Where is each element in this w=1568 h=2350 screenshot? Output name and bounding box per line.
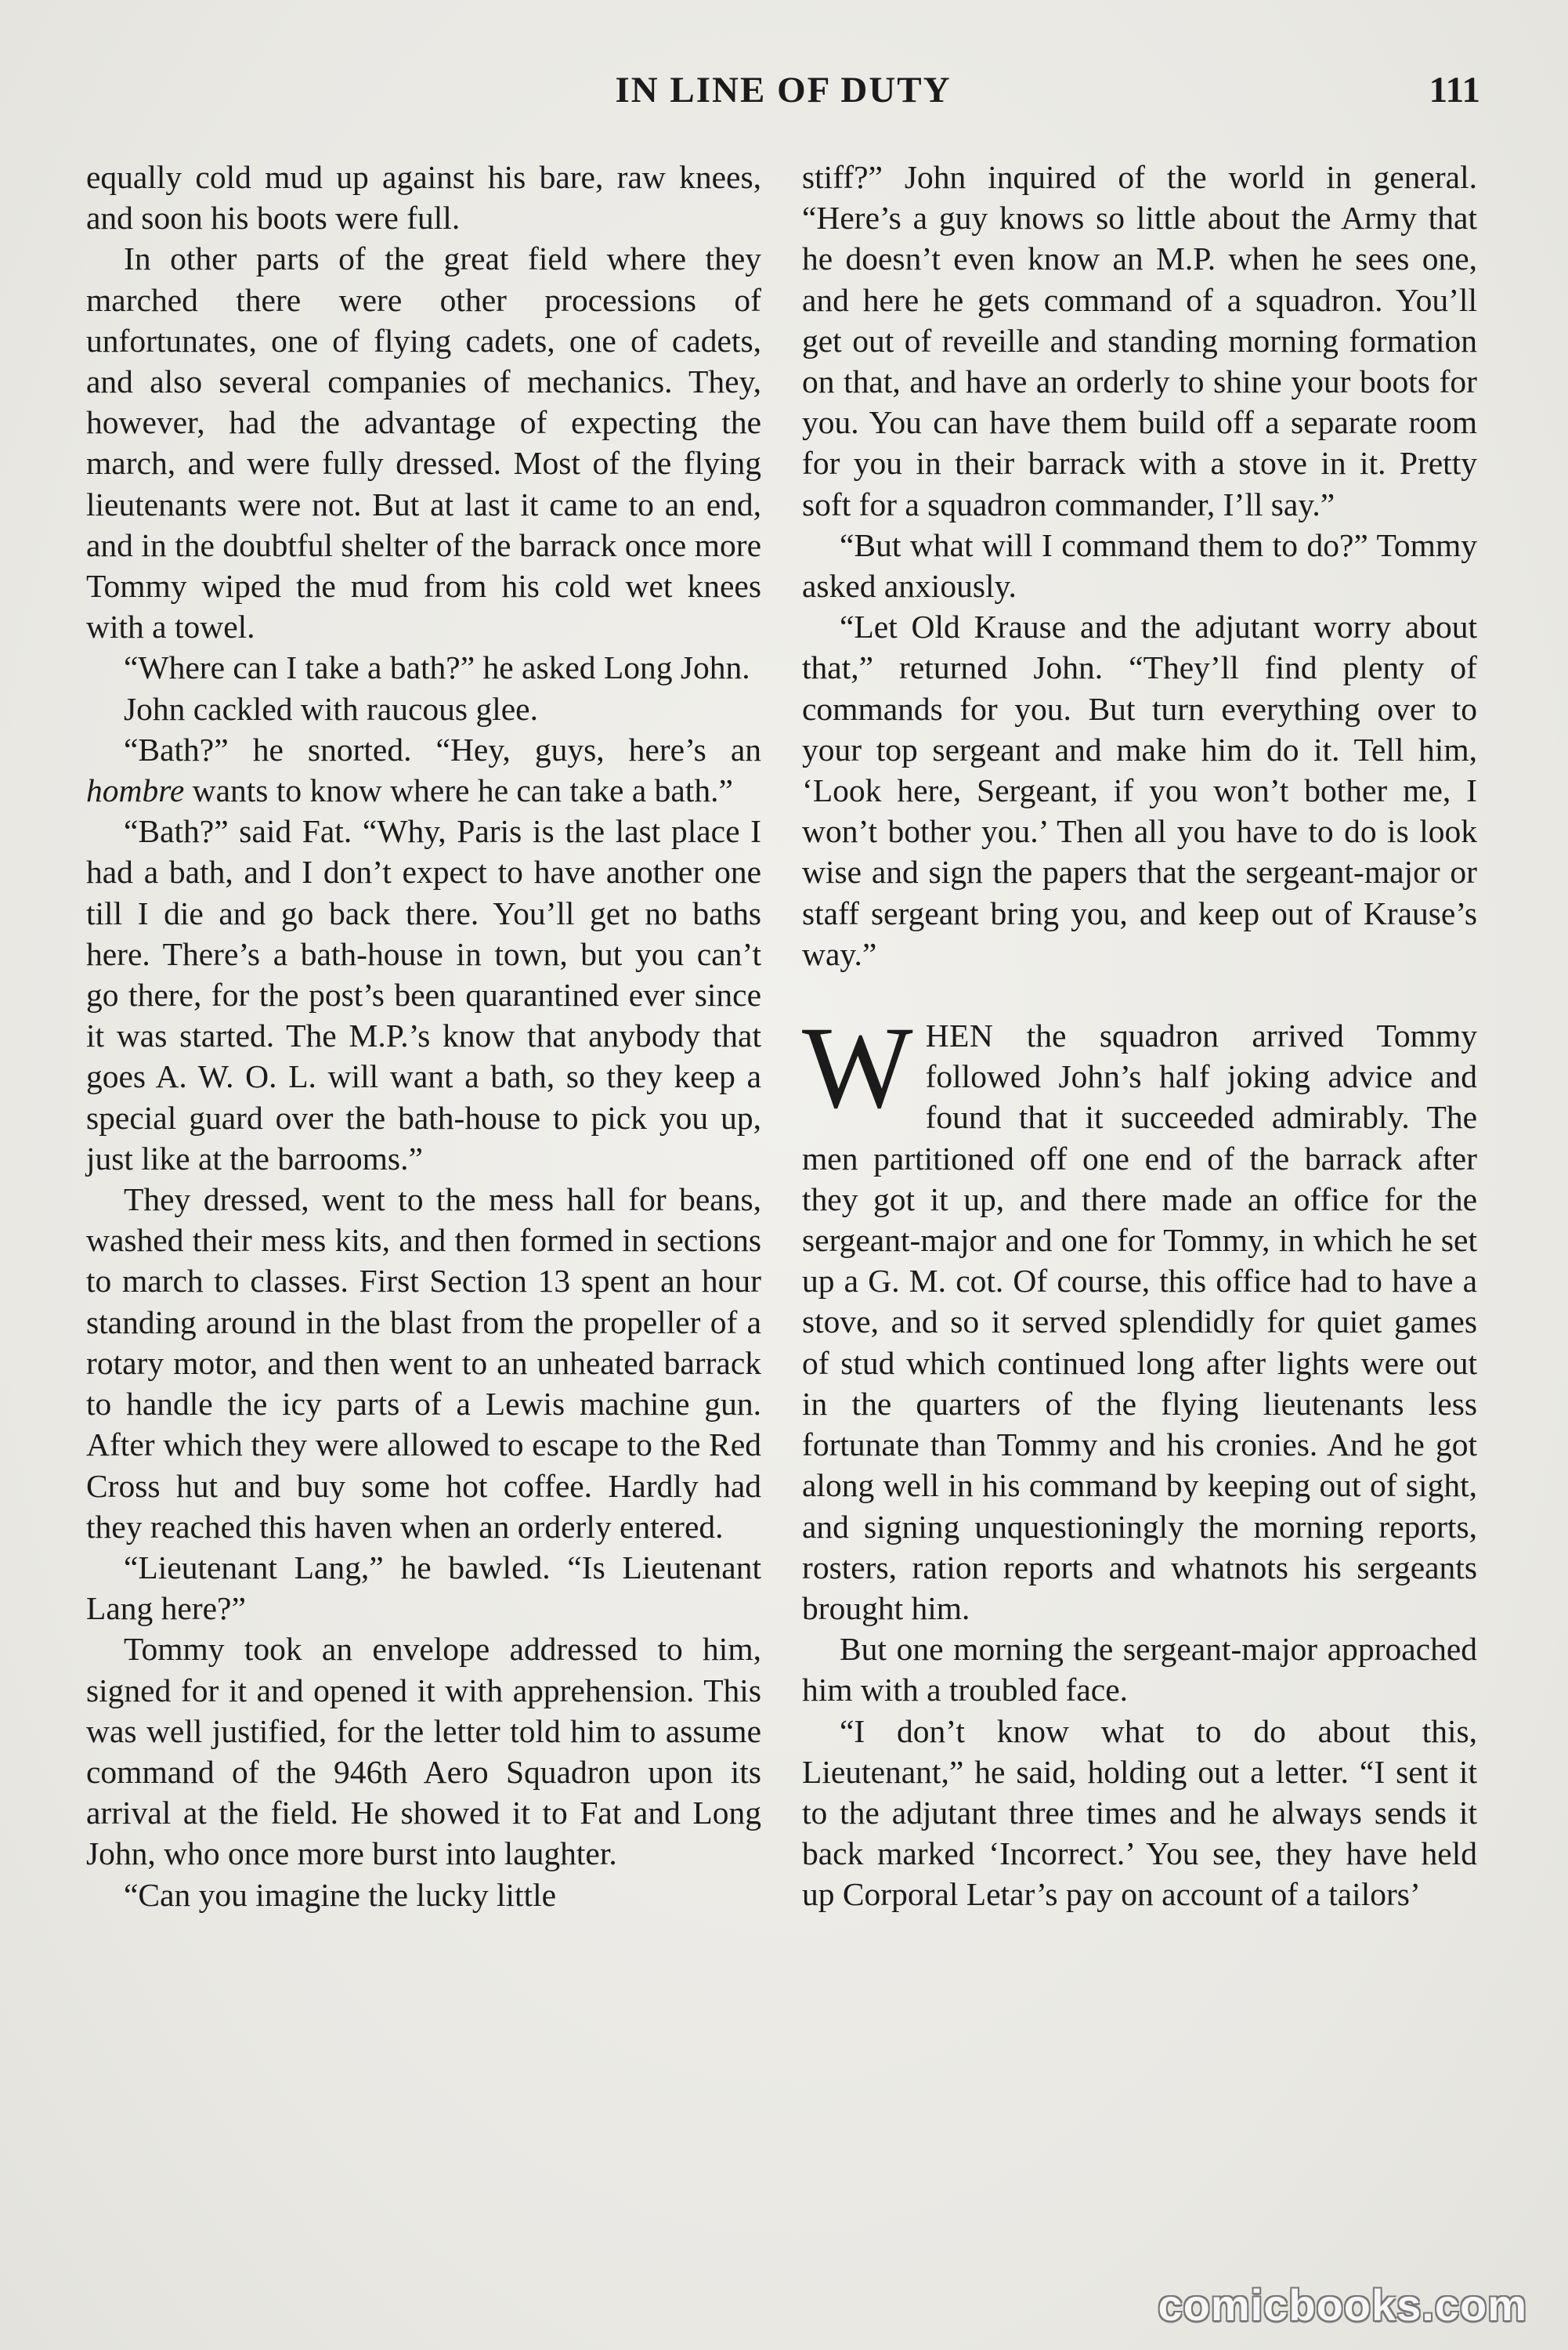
running-title: IN LINE OF DUTY xyxy=(615,70,952,110)
paragraph: “Let Old Krause and the adjutant worry about that,” returned John. “They’ll find plenty of commands for you. But turn everything over to your top sergeant and make him do it. Tell him, ‘Look here, Sergeant, if you won’t bother me, I won’t bother you.’ Then all you have to do is look wise and sign the papers that the sergeant-major or staff sergeant bring you, and keep out of Krause’s way.” xyxy=(802,609,1477,972)
dropcap-paragraph xyxy=(802,1003,1477,1629)
page-header xyxy=(86,63,1480,125)
paragraph: “Can you imagine the lucky little xyxy=(124,1876,557,1913)
small-caps-word: HEN xyxy=(925,1018,994,1054)
paragraph: In other parts of the great field where they marched there were other processions of unfortunates, one of flying cadets, one of cadets, and also several companies of mechanics. They, however, had the advantage of expecting the march, and were fully dressed. Most of the flying lieutenants were not. But at last it came to an end, and in the doubtful shelter of the barrack once more Tommy wiped the mud from his cold wet knees with a towel. xyxy=(86,240,761,645)
paragraph-text: wants to know where he can take a bath.” xyxy=(184,772,733,809)
page-number: 111 xyxy=(1429,70,1480,110)
drop-cap: W xyxy=(802,1003,913,1133)
paragraph: John cackled with raucous glee. xyxy=(124,690,538,727)
paragraph: But one morning the sergeant-major approached him with a troubled face. xyxy=(802,1631,1477,1708)
paragraph: “Bath?” said Fat. “Why, Paris is the last place I had a bath, and I don’t expect to have another one till I die and go back there. You’ll get no baths here. There’s a bath-house in town, but you can’t go there, for the post’s been quarantined ever since it was started. The M.P.’s know that anybody that goes A. W. O. L. will want a bath, so they keep a special guard over the bath-house to pick you up, just like at the barrooms.” xyxy=(86,813,761,1177)
italic-word: hombre xyxy=(86,772,185,809)
paragraph: “I don’t know what to do about this, Lieutenant,” he said, holding out a letter. “I sent it to the adjutant three times and he always sends it back marked ‘Incorrect.’ You see, they have held up Corporal Letar’s pay on account of a tailors’ xyxy=(802,1712,1477,1913)
paragraph: “Lieutenant Lang,” he bawled. “Is Lieutenant Lang here?” xyxy=(86,1549,761,1627)
paragraph: equally cold mud up against his bare, raw knees, and soon his boots were full. xyxy=(86,159,761,237)
paragraph xyxy=(86,729,761,811)
paragraph-text: “Bath?” he snorted. “Hey, guys, here’s an xyxy=(124,731,761,768)
right-column xyxy=(802,157,1477,1915)
paragraph: “But what will I command them to do?” Tommy asked anxiously. xyxy=(802,526,1477,605)
paragraph: stiff?” John inquired of the world in general. “Here’s a guy knows so little about the Army that he doesn’t even know an M.P. when he sees one, and here he gets command of a squadron. You’ll get out of reveille and standing morning formation on that, and have an orderly to shine your boots for you. You can have them build off a separate room for you in their barrack with a stove in it. Pretty soft for a squadron commander, I’ll say.” xyxy=(802,159,1477,522)
paragraph: They dressed, went to the mess hall for beans, washed their mess kits, and then formed in sections to march to classes. First Section 13 spent an hour standing around in the blast from the propeller of a rotary motor, and then went to an unheated barrack to handle the icy parts of a Lewis machine gun. After which they were allowed to escape to the Red Cross hut and buy some hot coffee. Hardly had they reached this haven when an orderly entered. xyxy=(86,1181,761,1545)
paragraph: “Where can I take a bath?” he asked Long John. xyxy=(124,649,750,686)
paragraph-text: the squadron arrived Tommy followed John’s half joking advice and found that it succeeded admirably. The men partitioned off one end of the barrack after they got it up, and there made an office for the sergeant-major and one for Tommy, in which he set up a G. M. cot. Of course, this office had to have a stove, and so it served splendidly for quiet games of stud which continued long after lights were out in the quarters of the flying lieutenants less fortunate than Tommy and his cronies. And he got along well in his command by keeping out of sight, and signing unquestioningly the morning reports, rosters, ration reports and whatnots his sergeants brought him. xyxy=(802,1018,1477,1626)
left-column xyxy=(86,157,761,1915)
paragraph: Tommy took an envelope addressed to him, signed for it and opened it with apprehension. This was well justified, for the letter told him to assume command of the 946th Aero Squadron upon its arrival at the field. He showed it to Fat and Long John, who once more burst into laughter. xyxy=(86,1631,761,1872)
watermark-logo: comicbooks.com xyxy=(1158,2280,1527,2330)
